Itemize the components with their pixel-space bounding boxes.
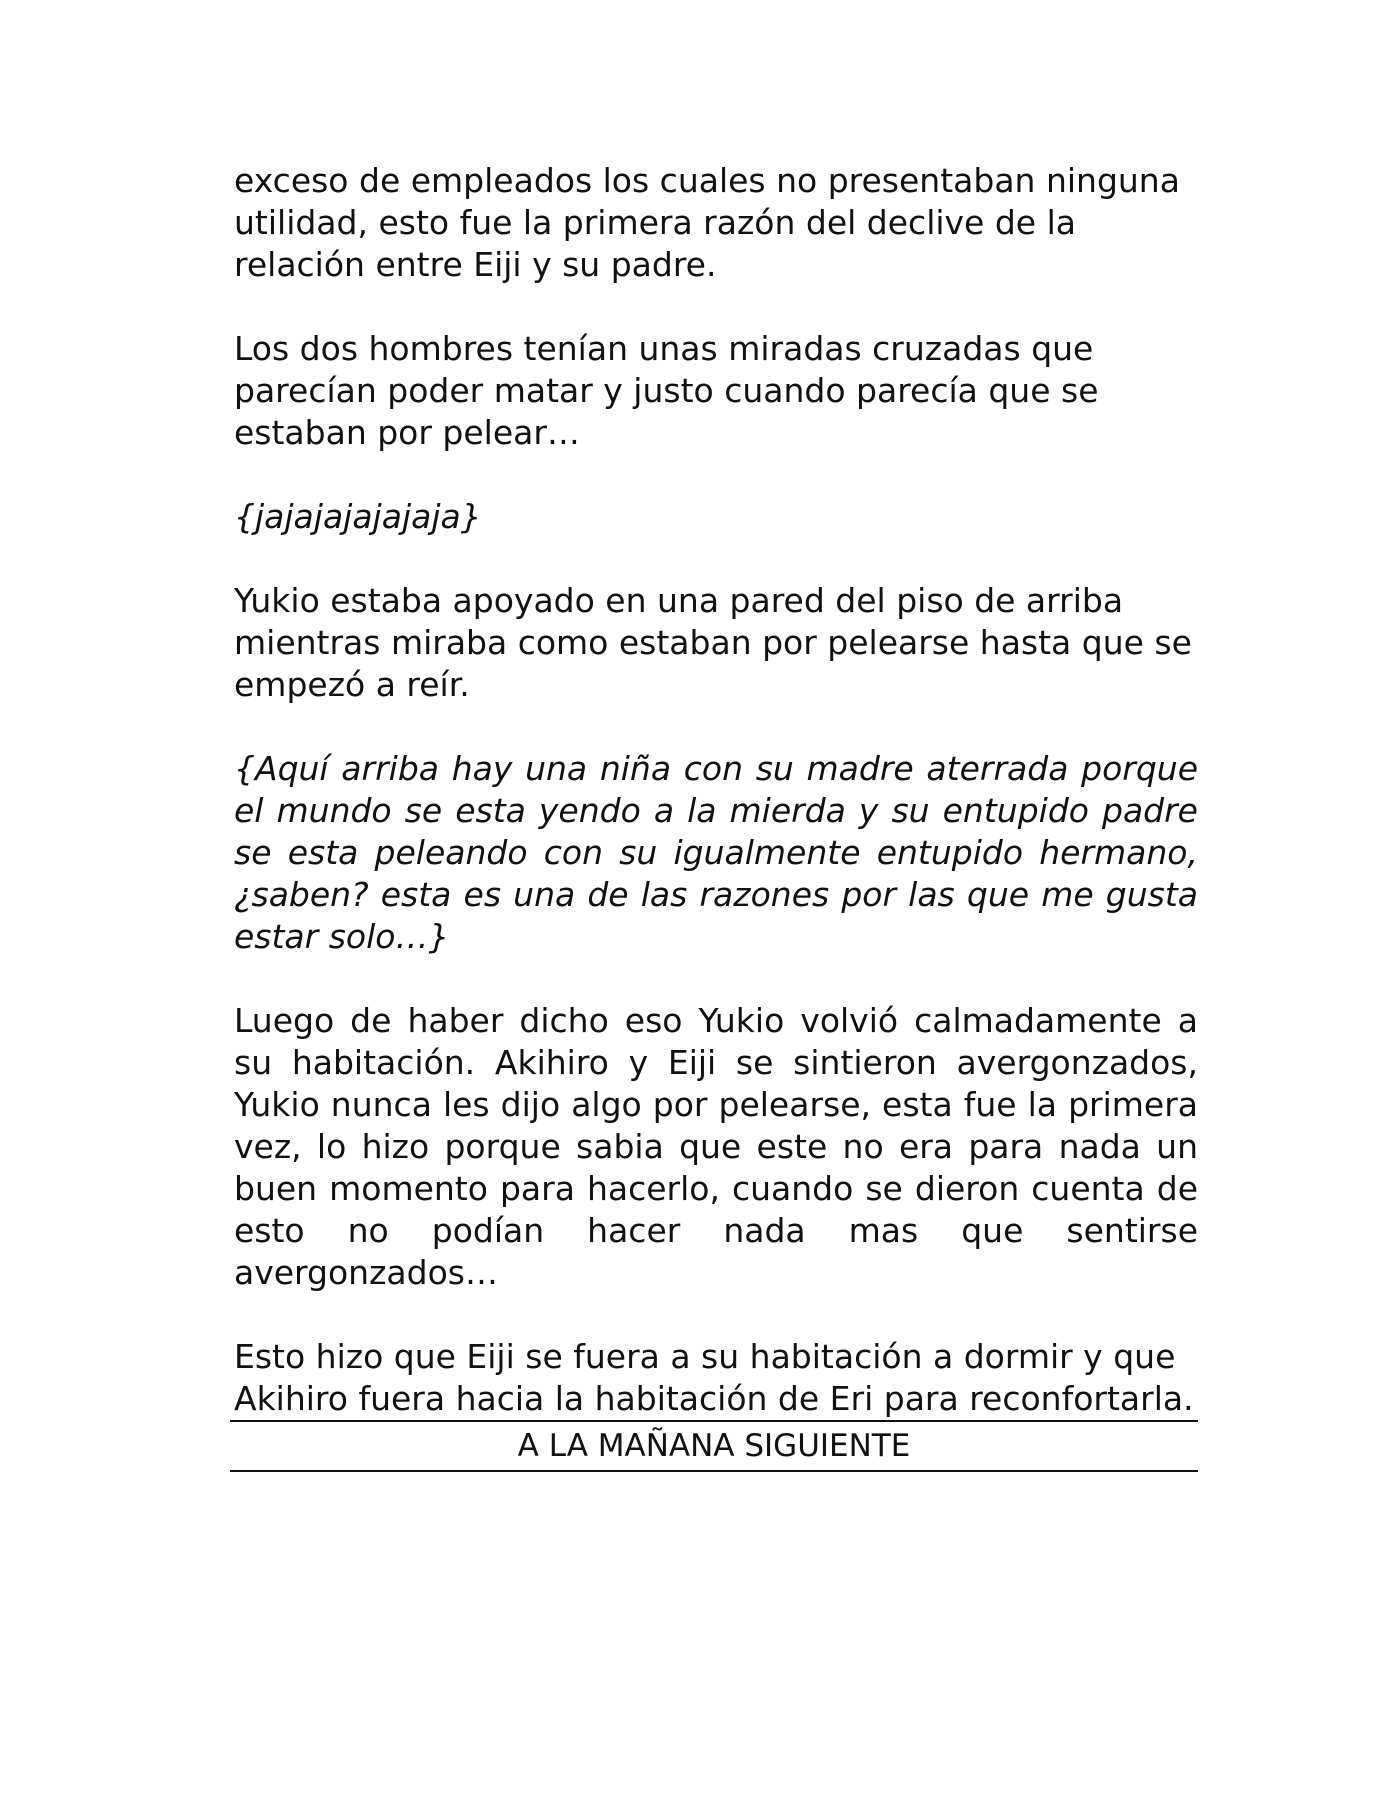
paragraph-6: Luego de haber dicho eso Yukio volvió calmadamente a su habitación. Akihiro y Eiji se sintieron avergonzados, Yukio nunca les dijo algo por pelearse, esta fue la primera vez, lo hizo porque sabia que este no era para nada un buen momento para hacerlo, cuando se dieron cuenta de esto no podían hacer nada mas que sentirse avergonzados…: [234, 1001, 1198, 1292]
paragraph-1: exceso de empleados los cuales no presentaban ninguna utilidad, esto fue la primera razón del declive de la relación entre Eiji y su padre.: [234, 161, 1180, 284]
page-body: [234, 160, 1198, 1462]
paragraph-yukio-speech: {Aquí arriba hay una niña con su madre aterrada porque el mundo se esta yendo a la mierda y su entupido padre se esta peleando con su igualmente entupido hermano, ¿saben? esta es una de las razones por las que me gusta estar solo…}: [234, 749, 1198, 956]
paragraph-laugh: {jajajajajajaja}: [234, 497, 482, 536]
paragraph-2: Los dos hombres tenían unas miradas cruzadas que parecían poder matar y justo cuando parecía que se estaban por pelear…: [234, 329, 1099, 452]
paragraph-7: Esto hizo que Eiji se fuera a su habitación a dormir y que Akihiro fuera hacia la habitación de Eri para reconfortarla.: [234, 1337, 1194, 1418]
section-heading: A LA MAÑANA SIGUIENTE: [230, 1420, 1198, 1472]
paragraph-4: Yukio estaba apoyado en una pared del piso de arriba mientras miraba como estaban por pelearse hasta que se empezó a reír.: [234, 581, 1192, 704]
